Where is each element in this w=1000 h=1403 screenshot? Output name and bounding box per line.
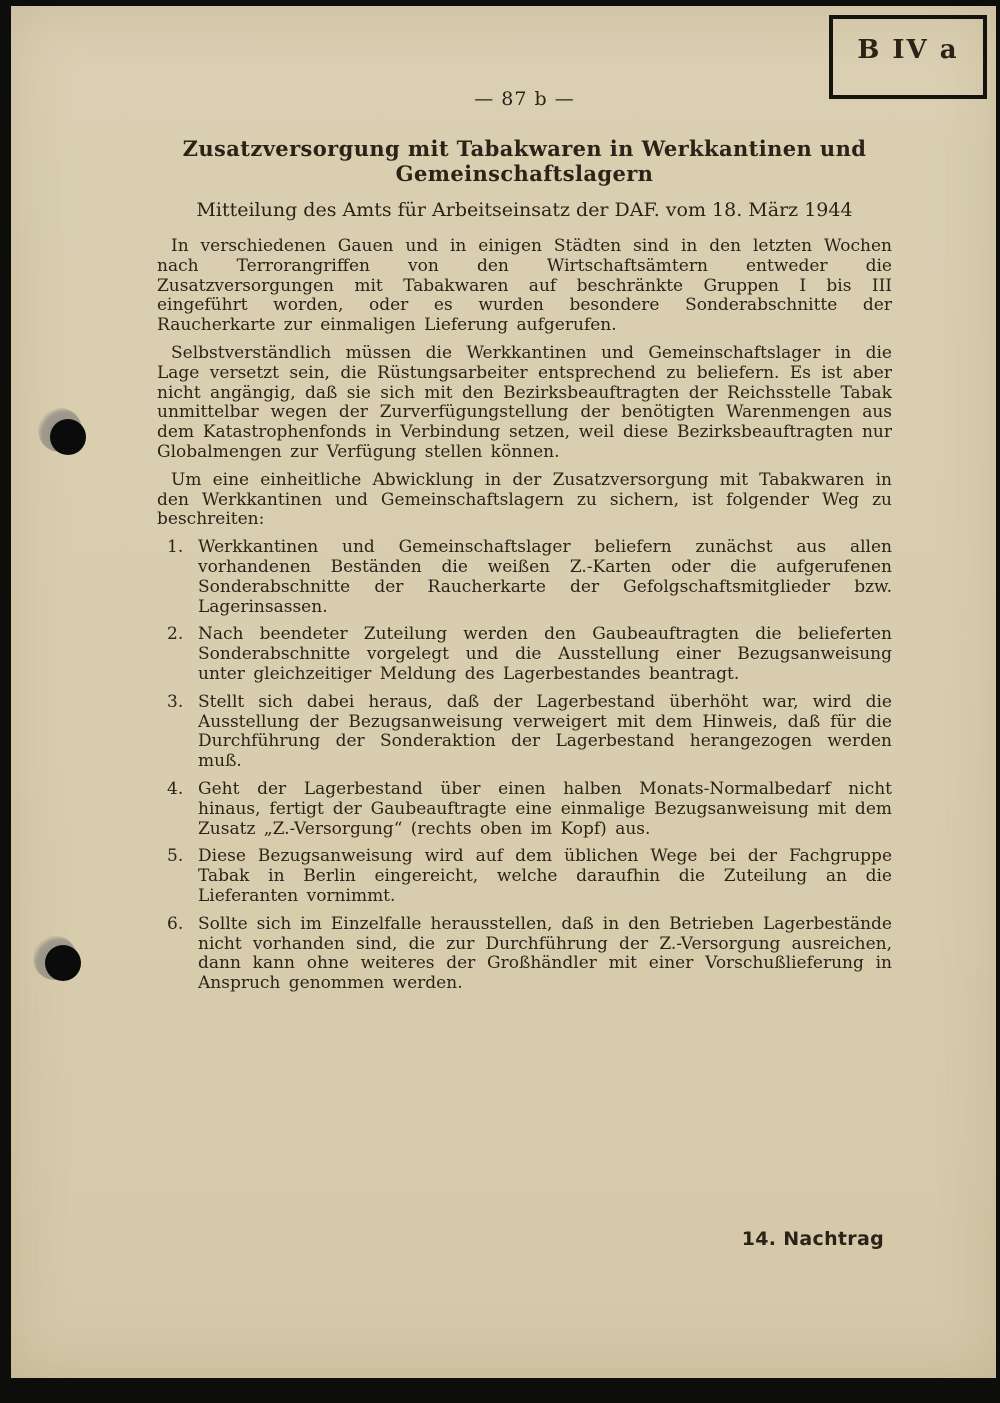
body-text — [157, 237, 892, 530]
hole-punch — [45, 945, 81, 981]
document-title — [157, 136, 892, 186]
list-item — [157, 847, 892, 906]
list-item — [157, 693, 892, 772]
list-item-text: Diese Bezugsanweisung wird auf dem üblichen Wege bei der Fachgruppe Tabak in Berlin eingereicht, welche daraufhin die Zuteilung an die Lieferanten vornimmt. — [198, 846, 892, 906]
document-title-line1: Zusatzversorgung mit Tabakwaren in Werkkantinen und — [182, 136, 867, 161]
document-page — [11, 6, 996, 1378]
list-item-number: 6. — [167, 913, 184, 934]
list-item-text: Werkkantinen und Gemeinschaftslager beliefern zunächst aus allen vorhandenen Beständen die weißen Z.-Karten oder die aufgerufenen Sonderabschnitte der Raucherkarte der Gefolgschaftsmitglieder bzw. Lagerinsassen. — [198, 537, 892, 617]
paragraph-2: Selbstverständlich müssen die Werkkantinen und Gemeinschaftslager in die Lage versetzt sein, die Rüstungsarbeiter entsprechend zu beliefern. Es ist aber nicht angängig, daß sie sich mit den Bezirksbeauftragten der Reichsstelle Tabak unmittelbar wegen der Zurverfügungstellung der benötigten Warenmengen aus dem Katastrophenfonds in Verbindung setzen, weil diese Bezirksbeauftragten nur Globalmengen zur Verfügung stellen können. — [157, 342, 892, 462]
list-item-text: Nach beendeter Zuteilung werden den Gaubeauftragten die belieferten Sonderabschnitte vorgelegt und die Ausstellung einer Bezugsanweisung unter gleichzeitiger Meldung des Lagerbestandes beantragt. — [198, 624, 892, 684]
list-item — [157, 625, 892, 684]
hole-punch — [50, 419, 86, 455]
list-item-number: 2. — [167, 624, 184, 645]
paragraph-3: Um eine einheitliche Abwicklung in der Zusatzversorgung mit Tabakwaren in den Werkkantinen und Gemeinschaftslagern zu sichern, ist folgender Weg zu beschreiten: — [157, 469, 892, 530]
list-item-number: 5. — [167, 846, 184, 867]
page-number: — 87 b — — [474, 88, 575, 110]
list-item — [157, 780, 892, 839]
page-content — [157, 6, 892, 1002]
list-item-text: Stellt sich dabei heraus, daß der Lagerbestand überhöht war, wird die Ausstellung der Bezugsanweisung verweigert mit dem Hinweis, daß für die Durchführung der Sonderaktion der Lagerbestand herangezogen werden muß. — [198, 691, 892, 772]
document-subtitle: Mitteilung des Amts für Arbeitseinsatz der DAF. vom 18. März 1944 — [196, 199, 853, 221]
list-item-number: 1. — [167, 537, 184, 558]
numbered-list — [157, 538, 892, 994]
list-item — [157, 915, 892, 994]
list-item-number: 4. — [167, 778, 184, 799]
list-item-text: Geht der Lagerbestand über einen halben Monats-Normalbedarf nicht hinaus, fertigt der Gaubeauftragte eine einmalige Bezugsanweisung mit dem Zusatz „Z.-Versorgung“ (rechts oben im Kopf) aus. — [198, 778, 892, 839]
supplement-note: 14. Nachtrag — [741, 1228, 884, 1250]
list-item-text: Sollte sich im Einzelfalle herausstellen, daß in den Betrieben Lagerbestände nicht vorhanden sind, die zur Durchführung der Z.-Versorgung ausreichen, dann kann ohne weiteres der Großhändler mit einer Vorschußlieferung in Anspruch genommen werden. — [198, 913, 892, 994]
document-title-line2: Gemeinschaftslagern — [395, 161, 654, 186]
paragraph-1: In verschiedenen Gauen und in einigen Städten sind in den letzten Wochen nach Terrorangriffen von den Wirtschaftsämtern entweder die Zusatzversorgungen mit Tabakwaren auf beschränkte Gruppen I bis III eingeführt worden, oder es wurden besondere Sonderabschnitte der Raucherkarte zur einmaligen Lieferung aufgerufen. — [157, 236, 892, 336]
section-label: B IV a — [857, 35, 959, 65]
list-item-number: 3. — [167, 691, 184, 712]
list-item — [157, 538, 892, 617]
